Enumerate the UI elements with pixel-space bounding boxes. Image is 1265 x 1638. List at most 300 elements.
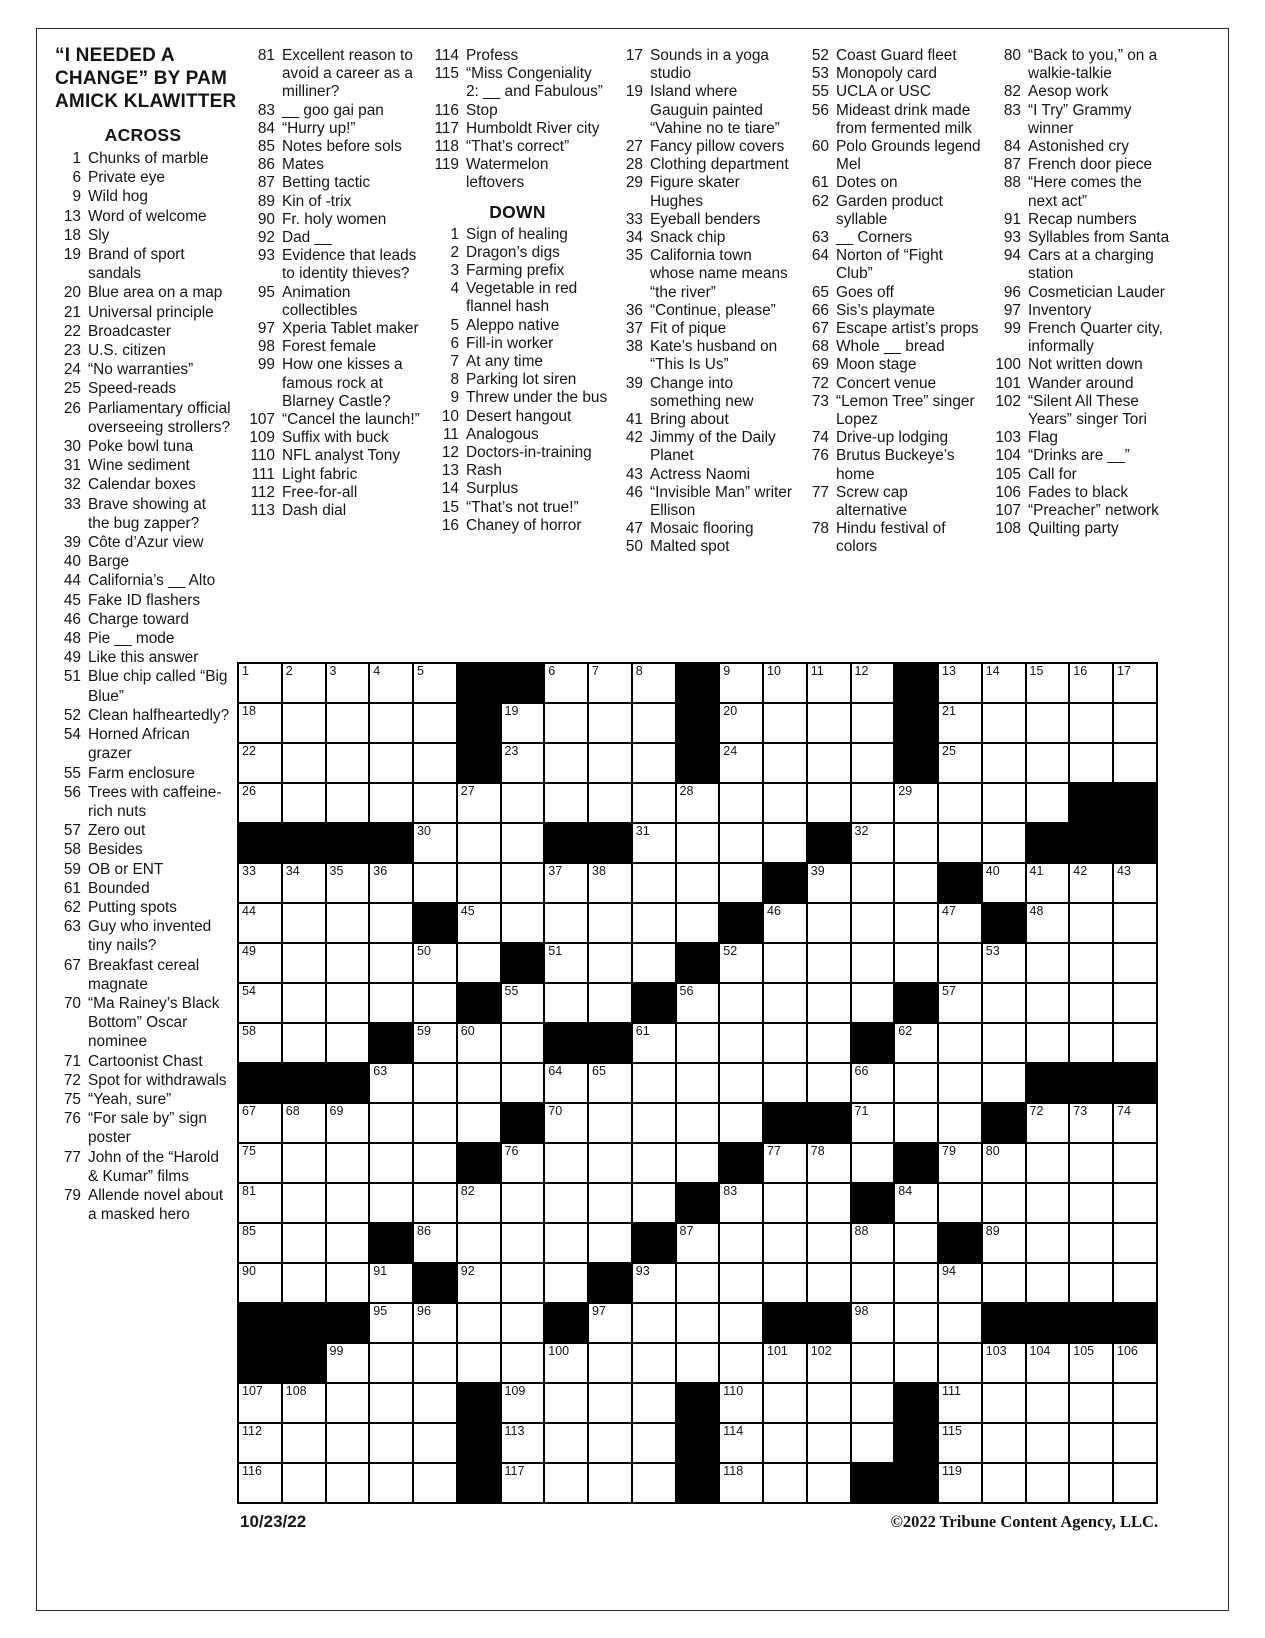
grid-cell[interactable] bbox=[413, 863, 457, 903]
grid-cell[interactable] bbox=[457, 823, 501, 863]
grid-cell[interactable] bbox=[1113, 1463, 1157, 1503]
grid-cell[interactable] bbox=[1026, 1263, 1070, 1303]
grid-cell[interactable] bbox=[1113, 983, 1157, 1023]
grid-cell[interactable] bbox=[326, 983, 370, 1023]
grid-cell[interactable] bbox=[544, 1423, 588, 1463]
grid-cell[interactable] bbox=[807, 743, 851, 783]
grid-cell[interactable] bbox=[807, 983, 851, 1023]
grid-cell[interactable] bbox=[238, 743, 282, 783]
grid-cell[interactable] bbox=[938, 703, 982, 743]
grid-cell[interactable] bbox=[413, 1383, 457, 1423]
grid-cell[interactable] bbox=[369, 1263, 413, 1303]
grid-cell[interactable] bbox=[238, 1103, 282, 1143]
grid-cell[interactable] bbox=[282, 703, 326, 743]
grid-cell[interactable] bbox=[1113, 943, 1157, 983]
grid-cell[interactable] bbox=[1026, 1103, 1070, 1143]
grid-cell[interactable] bbox=[326, 663, 370, 703]
grid-cell[interactable] bbox=[719, 703, 763, 743]
grid-cell[interactable] bbox=[369, 1343, 413, 1383]
grid-cell[interactable] bbox=[1026, 1383, 1070, 1423]
grid-cell[interactable] bbox=[457, 1063, 501, 1103]
grid-cell[interactable] bbox=[588, 1223, 632, 1263]
grid-cell[interactable] bbox=[676, 1303, 720, 1343]
grid-cell[interactable] bbox=[1113, 703, 1157, 743]
grid-cell[interactable] bbox=[457, 1223, 501, 1263]
grid-cell[interactable] bbox=[326, 703, 370, 743]
grid-cell[interactable] bbox=[851, 943, 895, 983]
grid-cell[interactable] bbox=[501, 703, 545, 743]
grid-cell[interactable] bbox=[413, 1303, 457, 1343]
grid-cell[interactable] bbox=[501, 1023, 545, 1063]
grid-cell[interactable] bbox=[369, 903, 413, 943]
grid-cell[interactable] bbox=[676, 1103, 720, 1143]
grid-cell[interactable] bbox=[851, 1223, 895, 1263]
grid-cell[interactable] bbox=[326, 783, 370, 823]
grid-cell[interactable] bbox=[1069, 1383, 1113, 1423]
grid-cell[interactable] bbox=[501, 1183, 545, 1223]
grid-cell[interactable] bbox=[763, 1063, 807, 1103]
grid-cell[interactable] bbox=[719, 1223, 763, 1263]
grid-cell[interactable] bbox=[676, 823, 720, 863]
grid-cell[interactable] bbox=[1026, 1023, 1070, 1063]
grid-cell[interactable] bbox=[763, 703, 807, 743]
grid-cell[interactable] bbox=[369, 663, 413, 703]
grid-cell[interactable] bbox=[501, 1063, 545, 1103]
grid-cell[interactable] bbox=[282, 1263, 326, 1303]
grid-cell[interactable] bbox=[938, 1423, 982, 1463]
grid-cell[interactable] bbox=[807, 1383, 851, 1423]
grid-cell[interactable] bbox=[982, 1383, 1026, 1423]
grid-cell[interactable] bbox=[632, 1423, 676, 1463]
grid-cell[interactable] bbox=[1026, 1423, 1070, 1463]
grid-cell[interactable] bbox=[588, 783, 632, 823]
grid-cell[interactable] bbox=[326, 943, 370, 983]
grid-cell[interactable] bbox=[763, 783, 807, 823]
grid-cell[interactable] bbox=[632, 823, 676, 863]
grid-cell[interactable] bbox=[282, 663, 326, 703]
grid-cell[interactable] bbox=[326, 1023, 370, 1063]
grid-cell[interactable] bbox=[413, 983, 457, 1023]
grid-cell[interactable] bbox=[326, 863, 370, 903]
grid-cell[interactable] bbox=[938, 943, 982, 983]
grid-cell[interactable] bbox=[719, 823, 763, 863]
grid-cell[interactable] bbox=[632, 1023, 676, 1063]
grid-cell[interactable] bbox=[326, 1143, 370, 1183]
grid-cell[interactable] bbox=[1069, 943, 1113, 983]
grid-cell[interactable] bbox=[588, 1183, 632, 1223]
grid-cell[interactable] bbox=[457, 1023, 501, 1063]
grid-cell[interactable] bbox=[588, 1383, 632, 1423]
grid-cell[interactable] bbox=[1069, 1103, 1113, 1143]
grid-cell[interactable] bbox=[326, 1103, 370, 1143]
grid-cell[interactable] bbox=[719, 663, 763, 703]
grid-cell[interactable] bbox=[1113, 743, 1157, 783]
grid-cell[interactable] bbox=[807, 1263, 851, 1303]
grid-cell[interactable] bbox=[588, 743, 632, 783]
grid-cell[interactable] bbox=[1069, 903, 1113, 943]
grid-cell[interactable] bbox=[238, 1183, 282, 1223]
grid-cell[interactable] bbox=[544, 703, 588, 743]
grid-cell[interactable] bbox=[1026, 863, 1070, 903]
grid-cell[interactable] bbox=[501, 1463, 545, 1503]
grid-cell[interactable] bbox=[938, 1383, 982, 1423]
grid-cell[interactable] bbox=[544, 783, 588, 823]
grid-cell[interactable] bbox=[938, 983, 982, 1023]
grid-cell[interactable] bbox=[238, 663, 282, 703]
grid-cell[interactable] bbox=[982, 743, 1026, 783]
grid-cell[interactable] bbox=[763, 903, 807, 943]
grid-cell[interactable] bbox=[719, 1303, 763, 1343]
grid-cell[interactable] bbox=[457, 943, 501, 983]
grid-cell[interactable] bbox=[982, 1343, 1026, 1383]
grid-cell[interactable] bbox=[457, 1103, 501, 1143]
grid-cell[interactable] bbox=[282, 1383, 326, 1423]
grid-cell[interactable] bbox=[763, 1223, 807, 1263]
grid-cell[interactable] bbox=[1026, 1143, 1070, 1183]
grid-cell[interactable] bbox=[282, 903, 326, 943]
grid-cell[interactable] bbox=[501, 1383, 545, 1423]
grid-cell[interactable] bbox=[763, 1143, 807, 1183]
grid-cell[interactable] bbox=[938, 1023, 982, 1063]
grid-cell[interactable] bbox=[544, 943, 588, 983]
grid-cell[interactable] bbox=[282, 1463, 326, 1503]
grid-cell[interactable] bbox=[676, 1263, 720, 1303]
grid-cell[interactable] bbox=[457, 1263, 501, 1303]
grid-cell[interactable] bbox=[1113, 1183, 1157, 1223]
grid-cell[interactable] bbox=[457, 1183, 501, 1223]
grid-cell[interactable] bbox=[807, 1463, 851, 1503]
grid-cell[interactable] bbox=[982, 863, 1026, 903]
grid-cell[interactable] bbox=[719, 943, 763, 983]
grid-cell[interactable] bbox=[894, 863, 938, 903]
grid-cell[interactable] bbox=[719, 1423, 763, 1463]
grid-cell[interactable] bbox=[457, 1303, 501, 1343]
grid-cell[interactable] bbox=[894, 1343, 938, 1383]
grid-cell[interactable] bbox=[763, 743, 807, 783]
grid-cell[interactable] bbox=[982, 1423, 1026, 1463]
grid-cell[interactable] bbox=[894, 1183, 938, 1223]
grid-cell[interactable] bbox=[544, 1183, 588, 1223]
grid-cell[interactable] bbox=[632, 1063, 676, 1103]
grid-cell[interactable] bbox=[282, 983, 326, 1023]
grid-cell[interactable] bbox=[238, 783, 282, 823]
grid-cell[interactable] bbox=[938, 1263, 982, 1303]
grid-cell[interactable] bbox=[632, 1143, 676, 1183]
grid-cell[interactable] bbox=[501, 863, 545, 903]
grid-cell[interactable] bbox=[938, 783, 982, 823]
grid-cell[interactable] bbox=[1026, 1183, 1070, 1223]
grid-cell[interactable] bbox=[369, 1463, 413, 1503]
grid-cell[interactable] bbox=[763, 943, 807, 983]
grid-cell[interactable] bbox=[413, 1143, 457, 1183]
grid-cell[interactable] bbox=[1069, 1183, 1113, 1223]
grid-cell[interactable] bbox=[1069, 663, 1113, 703]
grid-cell[interactable] bbox=[632, 1183, 676, 1223]
grid-cell[interactable] bbox=[851, 1303, 895, 1343]
grid-cell[interactable] bbox=[326, 1423, 370, 1463]
grid-cell[interactable] bbox=[282, 1223, 326, 1263]
grid-cell[interactable] bbox=[588, 1143, 632, 1183]
grid-cell[interactable] bbox=[1113, 1023, 1157, 1063]
grid-cell[interactable] bbox=[282, 943, 326, 983]
grid-cell[interactable] bbox=[851, 1103, 895, 1143]
grid-cell[interactable] bbox=[1113, 1423, 1157, 1463]
grid-cell[interactable] bbox=[588, 863, 632, 903]
grid-cell[interactable] bbox=[369, 1143, 413, 1183]
grid-cell[interactable] bbox=[282, 1023, 326, 1063]
grid-cell[interactable] bbox=[719, 1383, 763, 1423]
grid-cell[interactable] bbox=[763, 1343, 807, 1383]
grid-cell[interactable] bbox=[1026, 663, 1070, 703]
grid-cell[interactable] bbox=[238, 1463, 282, 1503]
grid-cell[interactable] bbox=[457, 863, 501, 903]
grid-cell[interactable] bbox=[369, 1423, 413, 1463]
grid-cell[interactable] bbox=[501, 1303, 545, 1343]
grid-cell[interactable] bbox=[588, 1343, 632, 1383]
grid-cell[interactable] bbox=[807, 1223, 851, 1263]
grid-cell[interactable] bbox=[326, 1343, 370, 1383]
grid-cell[interactable] bbox=[807, 1343, 851, 1383]
grid-cell[interactable] bbox=[369, 1383, 413, 1423]
grid-cell[interactable] bbox=[763, 1463, 807, 1503]
grid-cell[interactable] bbox=[982, 703, 1026, 743]
grid-cell[interactable] bbox=[807, 1023, 851, 1063]
grid-cell[interactable] bbox=[1069, 1343, 1113, 1383]
grid-cell[interactable] bbox=[632, 1263, 676, 1303]
grid-cell[interactable] bbox=[982, 1263, 1026, 1303]
grid-cell[interactable] bbox=[982, 1463, 1026, 1503]
grid-cell[interactable] bbox=[1069, 983, 1113, 1023]
grid-cell[interactable] bbox=[1069, 863, 1113, 903]
grid-cell[interactable] bbox=[851, 1343, 895, 1383]
grid-cell[interactable] bbox=[1069, 1423, 1113, 1463]
grid-cell[interactable] bbox=[501, 983, 545, 1023]
grid-cell[interactable] bbox=[894, 783, 938, 823]
grid-cell[interactable] bbox=[982, 823, 1026, 863]
grid-cell[interactable] bbox=[763, 1183, 807, 1223]
grid-cell[interactable] bbox=[719, 1063, 763, 1103]
grid-cell[interactable] bbox=[938, 743, 982, 783]
grid-cell[interactable] bbox=[1113, 1143, 1157, 1183]
grid-cell[interactable] bbox=[544, 1383, 588, 1423]
grid-cell[interactable] bbox=[544, 1143, 588, 1183]
grid-cell[interactable] bbox=[544, 1223, 588, 1263]
grid-cell[interactable] bbox=[413, 1183, 457, 1223]
grid-cell[interactable] bbox=[807, 783, 851, 823]
grid-cell[interactable] bbox=[938, 1103, 982, 1143]
grid-cell[interactable] bbox=[1069, 743, 1113, 783]
grid-cell[interactable] bbox=[326, 1463, 370, 1503]
grid-cell[interactable] bbox=[982, 663, 1026, 703]
grid-cell[interactable] bbox=[894, 1223, 938, 1263]
grid-cell[interactable] bbox=[1069, 1143, 1113, 1183]
grid-cell[interactable] bbox=[457, 1343, 501, 1383]
grid-cell[interactable] bbox=[807, 703, 851, 743]
grid-cell[interactable] bbox=[763, 1383, 807, 1423]
grid-cell[interactable] bbox=[719, 1463, 763, 1503]
grid-cell[interactable] bbox=[1113, 1383, 1157, 1423]
grid-cell[interactable] bbox=[369, 1303, 413, 1343]
grid-cell[interactable] bbox=[1026, 983, 1070, 1023]
grid-cell[interactable] bbox=[632, 663, 676, 703]
grid-cell[interactable] bbox=[676, 1143, 720, 1183]
grid-cell[interactable] bbox=[326, 1263, 370, 1303]
grid-cell[interactable] bbox=[588, 1303, 632, 1343]
grid-cell[interactable] bbox=[413, 943, 457, 983]
grid-cell[interactable] bbox=[588, 703, 632, 743]
grid-cell[interactable] bbox=[632, 903, 676, 943]
grid-cell[interactable] bbox=[1026, 943, 1070, 983]
grid-cell[interactable] bbox=[413, 1343, 457, 1383]
grid-cell[interactable] bbox=[719, 863, 763, 903]
grid-cell[interactable] bbox=[982, 983, 1026, 1023]
grid-cell[interactable] bbox=[238, 703, 282, 743]
grid-cell[interactable] bbox=[544, 983, 588, 1023]
grid-cell[interactable] bbox=[282, 1183, 326, 1223]
grid-cell[interactable] bbox=[938, 1143, 982, 1183]
grid-cell[interactable] bbox=[501, 1223, 545, 1263]
grid-cell[interactable] bbox=[238, 1143, 282, 1183]
grid-cell[interactable] bbox=[413, 1423, 457, 1463]
grid-cell[interactable] bbox=[632, 943, 676, 983]
grid-cell[interactable] bbox=[851, 863, 895, 903]
grid-cell[interactable] bbox=[1026, 903, 1070, 943]
grid-cell[interactable] bbox=[851, 1423, 895, 1463]
grid-cell[interactable] bbox=[676, 863, 720, 903]
grid-cell[interactable] bbox=[676, 1223, 720, 1263]
grid-cell[interactable] bbox=[894, 1063, 938, 1103]
grid-cell[interactable] bbox=[369, 1063, 413, 1103]
grid-cell[interactable] bbox=[676, 983, 720, 1023]
grid-cell[interactable] bbox=[457, 903, 501, 943]
grid-cell[interactable] bbox=[1026, 783, 1070, 823]
grid-cell[interactable] bbox=[632, 1463, 676, 1503]
grid-cell[interactable] bbox=[1026, 703, 1070, 743]
grid-cell[interactable] bbox=[719, 1103, 763, 1143]
grid-cell[interactable] bbox=[894, 943, 938, 983]
grid-cell[interactable] bbox=[894, 903, 938, 943]
grid-cell[interactable] bbox=[851, 1383, 895, 1423]
grid-cell[interactable] bbox=[982, 1063, 1026, 1103]
grid-cell[interactable] bbox=[413, 1103, 457, 1143]
grid-cell[interactable] bbox=[763, 823, 807, 863]
grid-cell[interactable] bbox=[632, 703, 676, 743]
grid-cell[interactable] bbox=[413, 743, 457, 783]
grid-cell[interactable] bbox=[807, 1183, 851, 1223]
grid-cell[interactable] bbox=[413, 703, 457, 743]
grid-cell[interactable] bbox=[413, 1063, 457, 1103]
grid-cell[interactable] bbox=[326, 1183, 370, 1223]
grid-cell[interactable] bbox=[851, 783, 895, 823]
grid-cell[interactable] bbox=[632, 1383, 676, 1423]
grid-cell[interactable] bbox=[369, 943, 413, 983]
grid-cell[interactable] bbox=[369, 743, 413, 783]
grid-cell[interactable] bbox=[544, 1463, 588, 1503]
grid-cell[interactable] bbox=[544, 1343, 588, 1383]
grid-cell[interactable] bbox=[501, 903, 545, 943]
grid-cell[interactable] bbox=[282, 1423, 326, 1463]
grid-cell[interactable] bbox=[763, 1023, 807, 1063]
grid-cell[interactable] bbox=[1026, 743, 1070, 783]
grid-cell[interactable] bbox=[282, 1143, 326, 1183]
grid-cell[interactable] bbox=[282, 743, 326, 783]
grid-cell[interactable] bbox=[413, 1023, 457, 1063]
grid-cell[interactable] bbox=[676, 903, 720, 943]
grid-cell[interactable] bbox=[763, 983, 807, 1023]
grid-cell[interactable] bbox=[501, 1343, 545, 1383]
grid-cell[interactable] bbox=[413, 1463, 457, 1503]
grid-cell[interactable] bbox=[501, 1263, 545, 1303]
grid-cell[interactable] bbox=[632, 1343, 676, 1383]
grid-cell[interactable] bbox=[632, 863, 676, 903]
grid-cell[interactable] bbox=[719, 1263, 763, 1303]
grid-cell[interactable] bbox=[369, 703, 413, 743]
grid-cell[interactable] bbox=[851, 1263, 895, 1303]
grid-cell[interactable] bbox=[369, 783, 413, 823]
grid-cell[interactable] bbox=[982, 783, 1026, 823]
grid-cell[interactable] bbox=[851, 1063, 895, 1103]
grid-cell[interactable] bbox=[282, 783, 326, 823]
grid-cell[interactable] bbox=[719, 983, 763, 1023]
grid-cell[interactable] bbox=[588, 1103, 632, 1143]
grid-cell[interactable] bbox=[282, 863, 326, 903]
grid-cell[interactable] bbox=[982, 943, 1026, 983]
grid-cell[interactable] bbox=[369, 1103, 413, 1143]
grid-cell[interactable] bbox=[894, 823, 938, 863]
grid-cell[interactable] bbox=[851, 743, 895, 783]
grid-cell[interactable] bbox=[1069, 703, 1113, 743]
grid-cell[interactable] bbox=[1026, 1223, 1070, 1263]
grid-cell[interactable] bbox=[807, 1423, 851, 1463]
grid-cell[interactable] bbox=[851, 1143, 895, 1183]
grid-cell[interactable] bbox=[719, 1183, 763, 1223]
grid-cell[interactable] bbox=[719, 783, 763, 823]
grid-cell[interactable] bbox=[369, 1183, 413, 1223]
grid-cell[interactable] bbox=[588, 983, 632, 1023]
grid-cell[interactable] bbox=[632, 783, 676, 823]
grid-cell[interactable] bbox=[807, 943, 851, 983]
grid-cell[interactable] bbox=[1069, 1023, 1113, 1063]
grid-cell[interactable] bbox=[544, 663, 588, 703]
grid-cell[interactable] bbox=[1069, 1463, 1113, 1503]
grid-cell[interactable] bbox=[501, 743, 545, 783]
grid-cell[interactable] bbox=[326, 903, 370, 943]
grid-cell[interactable] bbox=[238, 1383, 282, 1423]
grid-cell[interactable] bbox=[632, 743, 676, 783]
grid-cell[interactable] bbox=[238, 943, 282, 983]
grid-cell[interactable] bbox=[1113, 663, 1157, 703]
grid-cell[interactable] bbox=[544, 863, 588, 903]
grid-cell[interactable] bbox=[938, 1303, 982, 1343]
grid-cell[interactable] bbox=[457, 783, 501, 823]
grid-cell[interactable] bbox=[1026, 1343, 1070, 1383]
grid-cell[interactable] bbox=[982, 1143, 1026, 1183]
grid-cell[interactable] bbox=[544, 1263, 588, 1303]
grid-cell[interactable] bbox=[501, 783, 545, 823]
grid-cell[interactable] bbox=[938, 1183, 982, 1223]
grid-cell[interactable] bbox=[238, 983, 282, 1023]
grid-cell[interactable] bbox=[588, 1463, 632, 1503]
grid-cell[interactable] bbox=[588, 903, 632, 943]
grid-cell[interactable] bbox=[238, 1263, 282, 1303]
grid-cell[interactable] bbox=[1113, 1263, 1157, 1303]
grid-cell[interactable] bbox=[763, 1423, 807, 1463]
grid-cell[interactable] bbox=[676, 1063, 720, 1103]
grid-cell[interactable] bbox=[938, 663, 982, 703]
grid-cell[interactable] bbox=[676, 783, 720, 823]
grid-cell[interactable] bbox=[851, 703, 895, 743]
grid-cell[interactable] bbox=[719, 1023, 763, 1063]
